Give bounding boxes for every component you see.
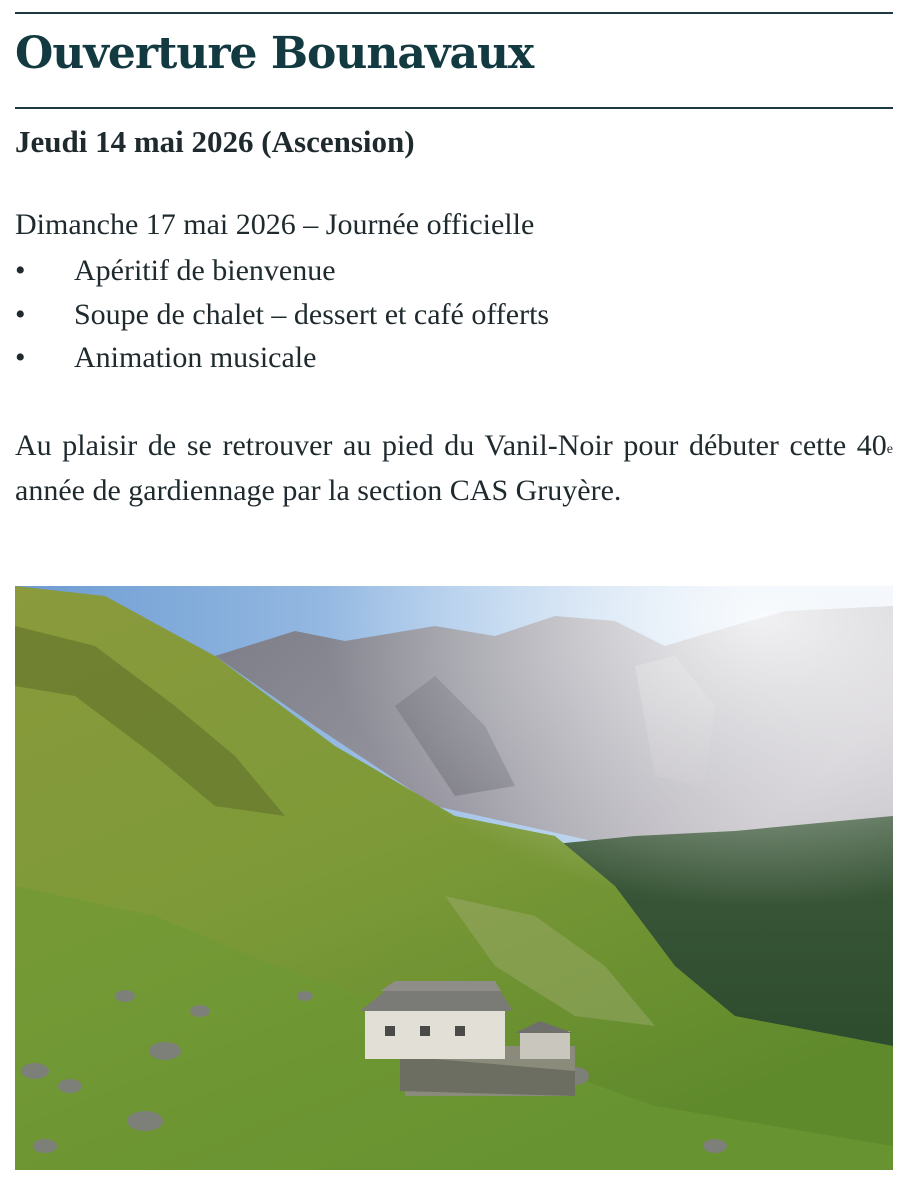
list-item-text: Animation musicale (74, 341, 317, 374)
list-item (15, 251, 549, 295)
paragraph-text-start: Au plaisir de se retrouver au pied du Vanil-Noir pour débuter cette 40 (15, 429, 887, 462)
intro-paragraph (15, 423, 893, 513)
program-list (15, 251, 549, 382)
list-item-text: Soupe de chalet – dessert et café offerts (74, 297, 550, 331)
bullet-icon: • (15, 297, 26, 331)
title-rule (15, 107, 893, 109)
paragraph-text-end: année de gardiennage par la section CAS Gruyère. (15, 474, 622, 507)
ordinal-superscript: e (886, 442, 893, 457)
list-item-text: Apéritif de bienvenue (74, 254, 336, 287)
event-date: Jeudi 14 mai 2026 (Ascension) (15, 124, 415, 159)
bullet-icon: • (15, 341, 26, 374)
mountain-hut-photo (15, 586, 893, 1170)
bullet-icon: • (15, 254, 26, 287)
page-title: Ouverture Bounavaux (15, 28, 534, 79)
list-item (15, 338, 549, 382)
top-rule (15, 12, 893, 14)
list-item (15, 295, 549, 339)
official-day-label: Dimanche 17 mai 2026 – Journée officielle (15, 208, 535, 241)
